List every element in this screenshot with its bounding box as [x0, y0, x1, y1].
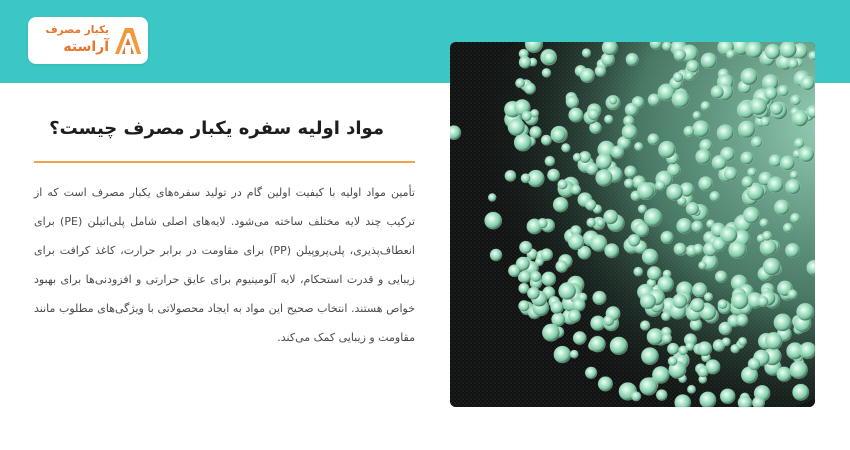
bead-granule [656, 390, 667, 401]
bead-granule [596, 219, 604, 227]
bead-granule [640, 378, 658, 396]
bead-granule [655, 180, 665, 190]
bead-granule [604, 115, 613, 124]
bead-granule [542, 272, 556, 286]
bead-granule [750, 98, 768, 116]
bead-granule [690, 298, 704, 312]
bead-granule [661, 312, 670, 321]
bead-granule [541, 249, 553, 261]
bead-granule [673, 72, 683, 82]
bead-granule [561, 143, 570, 152]
bead-granule [720, 389, 735, 404]
bead-granule [763, 258, 780, 275]
bead-granule [648, 94, 660, 106]
bead-granule [712, 155, 727, 170]
bead-granule [720, 226, 737, 243]
bead-granule [596, 154, 612, 170]
bead-granule [530, 271, 541, 282]
bead-granule [790, 95, 800, 105]
bead-granule [751, 137, 762, 148]
bead-granule [488, 193, 496, 201]
bead-granule [711, 86, 724, 99]
bead-granule [662, 42, 671, 51]
bead-granule [591, 316, 606, 331]
bead-granule [605, 244, 619, 258]
bead-granule [585, 200, 596, 211]
bead-granule [568, 234, 584, 250]
bead-granule [731, 344, 740, 353]
bead-granule [515, 78, 525, 88]
bead-granule [556, 260, 568, 272]
bead-granule [717, 125, 734, 142]
bead-granule [572, 299, 585, 312]
bead-granule [777, 367, 792, 382]
bead-granule [731, 292, 748, 309]
bead-granule [547, 169, 559, 181]
bead-granule [701, 53, 717, 69]
bead-granule [602, 42, 618, 55]
bead-granule [624, 179, 634, 189]
bead-granule [765, 332, 782, 349]
bead-granule [530, 126, 542, 138]
bead-granule [622, 124, 637, 139]
bead-granule [783, 223, 792, 232]
bead-granule [485, 212, 502, 229]
bead-granule [450, 126, 461, 140]
bead-granule [797, 303, 814, 320]
bead-granule [696, 149, 711, 164]
bead-granule [800, 342, 816, 359]
bead-granule [673, 294, 688, 309]
bead-granule [752, 397, 764, 408]
bead-granule [551, 128, 565, 142]
bead-granule [570, 350, 578, 358]
bead-granule [519, 241, 532, 254]
bead-granule [764, 87, 777, 100]
bead-granule [742, 176, 753, 187]
bead-granule [685, 71, 694, 80]
title-divider [34, 161, 415, 163]
bead-granule [788, 290, 797, 299]
bead-granule [758, 296, 769, 307]
bead-granule [667, 343, 679, 355]
bead-granule [699, 261, 707, 269]
article-title: مواد اولیه سفره یکبار مصرف چیست؟ [49, 118, 384, 139]
bead-granule [571, 185, 581, 195]
bead-granule [626, 53, 639, 66]
bead-granule [699, 177, 713, 191]
bead-granule [684, 126, 694, 136]
bead-granule [736, 314, 748, 326]
bead-granule [741, 68, 758, 85]
bead-granule [674, 49, 686, 61]
bead-granule [809, 51, 815, 60]
bead-granule [698, 366, 709, 377]
bead-granule [729, 241, 747, 259]
bead-granule [634, 142, 642, 150]
bead-granule [748, 168, 757, 177]
bead-granule [538, 218, 548, 228]
bead-granule [514, 134, 532, 152]
bead-granule [635, 223, 649, 237]
bead-granule [559, 282, 576, 299]
bead-granule [710, 191, 720, 201]
bead-granule [770, 102, 783, 115]
bead-granule [785, 179, 800, 194]
bead-granule [738, 337, 747, 346]
bead-granule [524, 83, 535, 94]
bead-granule [760, 117, 770, 127]
bead-granule [580, 68, 594, 82]
bead-granule [648, 134, 659, 145]
bead-granule [686, 60, 699, 73]
bead-granule [541, 135, 551, 145]
bead-granule [508, 265, 520, 277]
bead-granule [765, 44, 780, 59]
bead-granule [697, 342, 712, 357]
bead-granule [642, 249, 658, 265]
bead-granule [674, 243, 686, 255]
bead-granule [638, 205, 646, 213]
bead-granule [790, 361, 808, 379]
bead-granule [693, 111, 701, 119]
bead-granule [700, 392, 716, 407]
bead-granule [760, 219, 769, 228]
bead-granule [596, 169, 613, 186]
bead-granule [658, 276, 674, 292]
bead-granule [724, 167, 737, 180]
bead-granule [634, 267, 643, 276]
bead-granule [543, 51, 556, 64]
bead-granule [573, 153, 581, 161]
bead-granule [792, 110, 808, 126]
bead-granule [774, 314, 792, 332]
bead-granule [566, 95, 579, 108]
bead-granule [793, 384, 809, 400]
bead-granule [762, 231, 772, 241]
bead-granule [527, 287, 539, 299]
bead-granule [745, 42, 762, 58]
bead-granule [519, 271, 531, 283]
bead-granule [693, 283, 707, 297]
bead-granule [519, 300, 530, 311]
bead-granule [490, 249, 502, 261]
bead-granule [790, 213, 800, 223]
bead-granule [508, 119, 525, 136]
bead-granule [641, 348, 658, 365]
bead-granule [769, 155, 781, 167]
bead-granule [719, 322, 732, 335]
arasteh-logo-icon [113, 25, 143, 56]
bead-granule [743, 207, 760, 224]
bead-granule [573, 331, 586, 344]
bead-granule [569, 108, 583, 122]
article-body: تأمین مواد اولیه با کیفیت اولین گام در تولید سفره‌های یکبار مصرف است که از ترکیب چند لایه مختلف ساخته می‌شود. لایه‌های اصلی شامل پلی‌اتیلن (PE) برای انعطاف‌پذیری، پلی‌پروپیلن (PP) برای مقاومت در برابر حرارت، کاغذ کرافت برای زیبایی و قدرت استحکام، لایه آلومینیوم برای عایق حرارتی و افزودنی‌ها برای بهبود خواص هستند. انتخاب صحیح این مواد به ایجاد محصولاتی با ویژگی‌های مطلوب مانند مقاومت و زیبایی کمک می‌کند. [34, 186, 415, 344]
bead-granule [542, 68, 551, 77]
bead-granule [748, 358, 760, 370]
brand-tagline: یکبار مصرف [45, 24, 109, 36]
bead-granule [611, 146, 624, 159]
bead-granule [799, 147, 814, 162]
bead-granule [609, 96, 617, 104]
bead-granule [590, 336, 606, 352]
bead-granule [780, 42, 797, 58]
bead-granule [603, 315, 614, 326]
bead-granule [522, 111, 532, 121]
bead-granule [658, 141, 675, 158]
bead-granule [647, 328, 664, 345]
bead-granule [738, 396, 752, 407]
bead-granule [687, 385, 695, 393]
bead-granule [542, 324, 559, 341]
bead-granule [672, 91, 689, 108]
plastic-granules-image [450, 42, 815, 407]
bead-granule [701, 101, 710, 110]
bead-granule [519, 56, 531, 68]
bead-granule [625, 166, 637, 178]
bead-granule [780, 156, 795, 171]
bead-granule [587, 218, 596, 227]
bead-granule [692, 221, 703, 232]
bead-granule [551, 301, 564, 314]
bead-granule [738, 121, 755, 138]
brand-logo[interactable] [28, 17, 148, 64]
bead-granule [693, 121, 710, 138]
bead-granule [625, 103, 638, 116]
bead-granule [678, 346, 687, 355]
bead-granule [693, 244, 703, 254]
bead-granule [794, 138, 804, 148]
bead-granule [790, 171, 798, 179]
bead-granule [668, 356, 677, 365]
bead-granule [661, 231, 674, 244]
bead-granule [631, 392, 641, 402]
bead-granule [677, 218, 692, 233]
bead-granule [640, 321, 650, 331]
bead-granule [647, 266, 661, 280]
bead-granule [686, 202, 699, 215]
bead-granule [741, 152, 754, 165]
bead-granule [558, 180, 568, 190]
bead-granule [718, 299, 728, 309]
bead-granule [582, 49, 591, 58]
bead-granule [800, 76, 814, 90]
bead-granule [585, 367, 597, 379]
bead-granule [593, 291, 607, 305]
bead-granule [521, 174, 530, 183]
bead-granule [610, 337, 628, 355]
bead-granule [785, 243, 799, 257]
bead-granule [588, 109, 600, 121]
bead-granule [545, 156, 555, 166]
bead-granule [768, 177, 784, 193]
bead-granule [568, 310, 581, 323]
bead-granule [604, 210, 618, 224]
bead-granule [586, 163, 598, 175]
bead-granule [662, 334, 672, 344]
bead-granule [598, 377, 613, 392]
bead-granule [726, 50, 735, 59]
bead-granule [774, 200, 789, 215]
bead-granule [778, 85, 789, 96]
bead-granule [637, 182, 654, 199]
bead-granule [590, 235, 607, 252]
bead-granule [554, 346, 571, 363]
bead-granule [715, 271, 727, 283]
brand-name: آراسته [63, 39, 109, 55]
bead-granule [553, 197, 568, 212]
bead-granule [505, 170, 516, 181]
bead-granule [722, 338, 731, 347]
bead-granule [595, 66, 606, 77]
bead-granule [644, 208, 662, 226]
bead-granule [640, 293, 656, 309]
bead-granule [788, 58, 798, 68]
